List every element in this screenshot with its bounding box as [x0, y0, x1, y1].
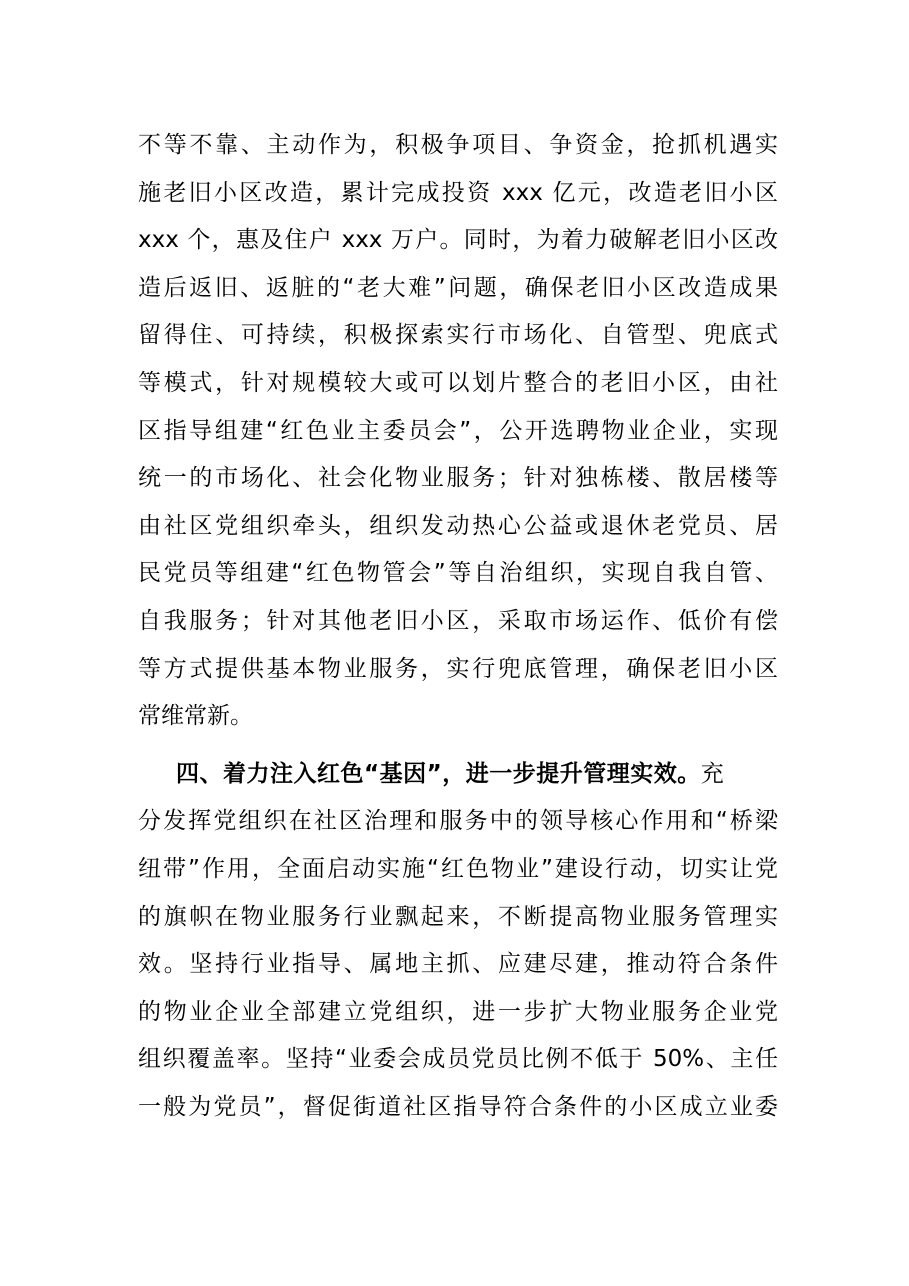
text-line: 分发挥党组织在社区治理和服务中的领导核心作用和“桥梁	[138, 808, 778, 835]
text-line: xxx 个，惠及住户 xxx 万户。同时，为着力破解老旧小区改	[138, 227, 778, 254]
heading-tail-text: 充	[700, 760, 724, 787]
text-line: 统一的市场化、社会化物业服务；针对独栋楼、散居楼等	[138, 465, 778, 492]
text-line: 施老旧小区改造，累计完成投资 xxx 亿元，改造老旧小区	[138, 179, 778, 206]
text-line: 不等不靠、主动作为，积极争项目、争资金，抢抓机遇实	[138, 132, 778, 158]
text-line: 自我服务；针对其他老旧小区，采取市场运作、低价有偿	[138, 607, 778, 634]
text-line: 留得住、可持续，积极探索实行市场化、自管型、兜底式	[138, 322, 778, 349]
text-line: 常维常新。	[138, 703, 253, 730]
section-heading-line	[138, 751, 778, 799]
text-line: 造后返旧、返脏的“老大难”问题，确保老旧小区改造成果	[138, 274, 778, 301]
text-line: 民党员等组建“红色物管会”等自治组织，实现自我自管、	[138, 560, 778, 587]
text-line: 组织覆盖率。坚持“业委会成员党员比例不低于 50%、主任	[138, 1046, 778, 1073]
text-line: 的旗帜在物业服务行业飘起来，不断提高物业服务管理实	[138, 903, 778, 930]
text-line: 效。坚持行业指导、属地主抓、应建尽建，推动符合条件	[138, 951, 778, 978]
document-body	[138, 122, 778, 1131]
text-line: 区指导组建“红色业主委员会”，公开选聘物业企业，实现	[138, 417, 778, 444]
text-line: 纽带”作用，全面启动实施“红色物业”建设行动，切实让党	[138, 855, 778, 882]
text-line: 由社区党组织牵头，组织发动热心公益或退休老党员、居	[138, 512, 778, 539]
section-heading: 四、着力注入红色“基因”，进一步提升管理实效。	[176, 760, 701, 787]
text-line: 等模式，针对规模较大或可以划片整合的老旧小区，由社	[138, 369, 778, 396]
text-line: 的物业企业全部建立党组织，进一步扩大物业服务企业党	[138, 998, 778, 1025]
text-line: 一般为党员”，督促街道社区指导符合条件的小区成立业委	[138, 1093, 778, 1120]
text-line: 等方式提供基本物业服务，实行兜底管理，确保老旧小区	[138, 655, 778, 682]
